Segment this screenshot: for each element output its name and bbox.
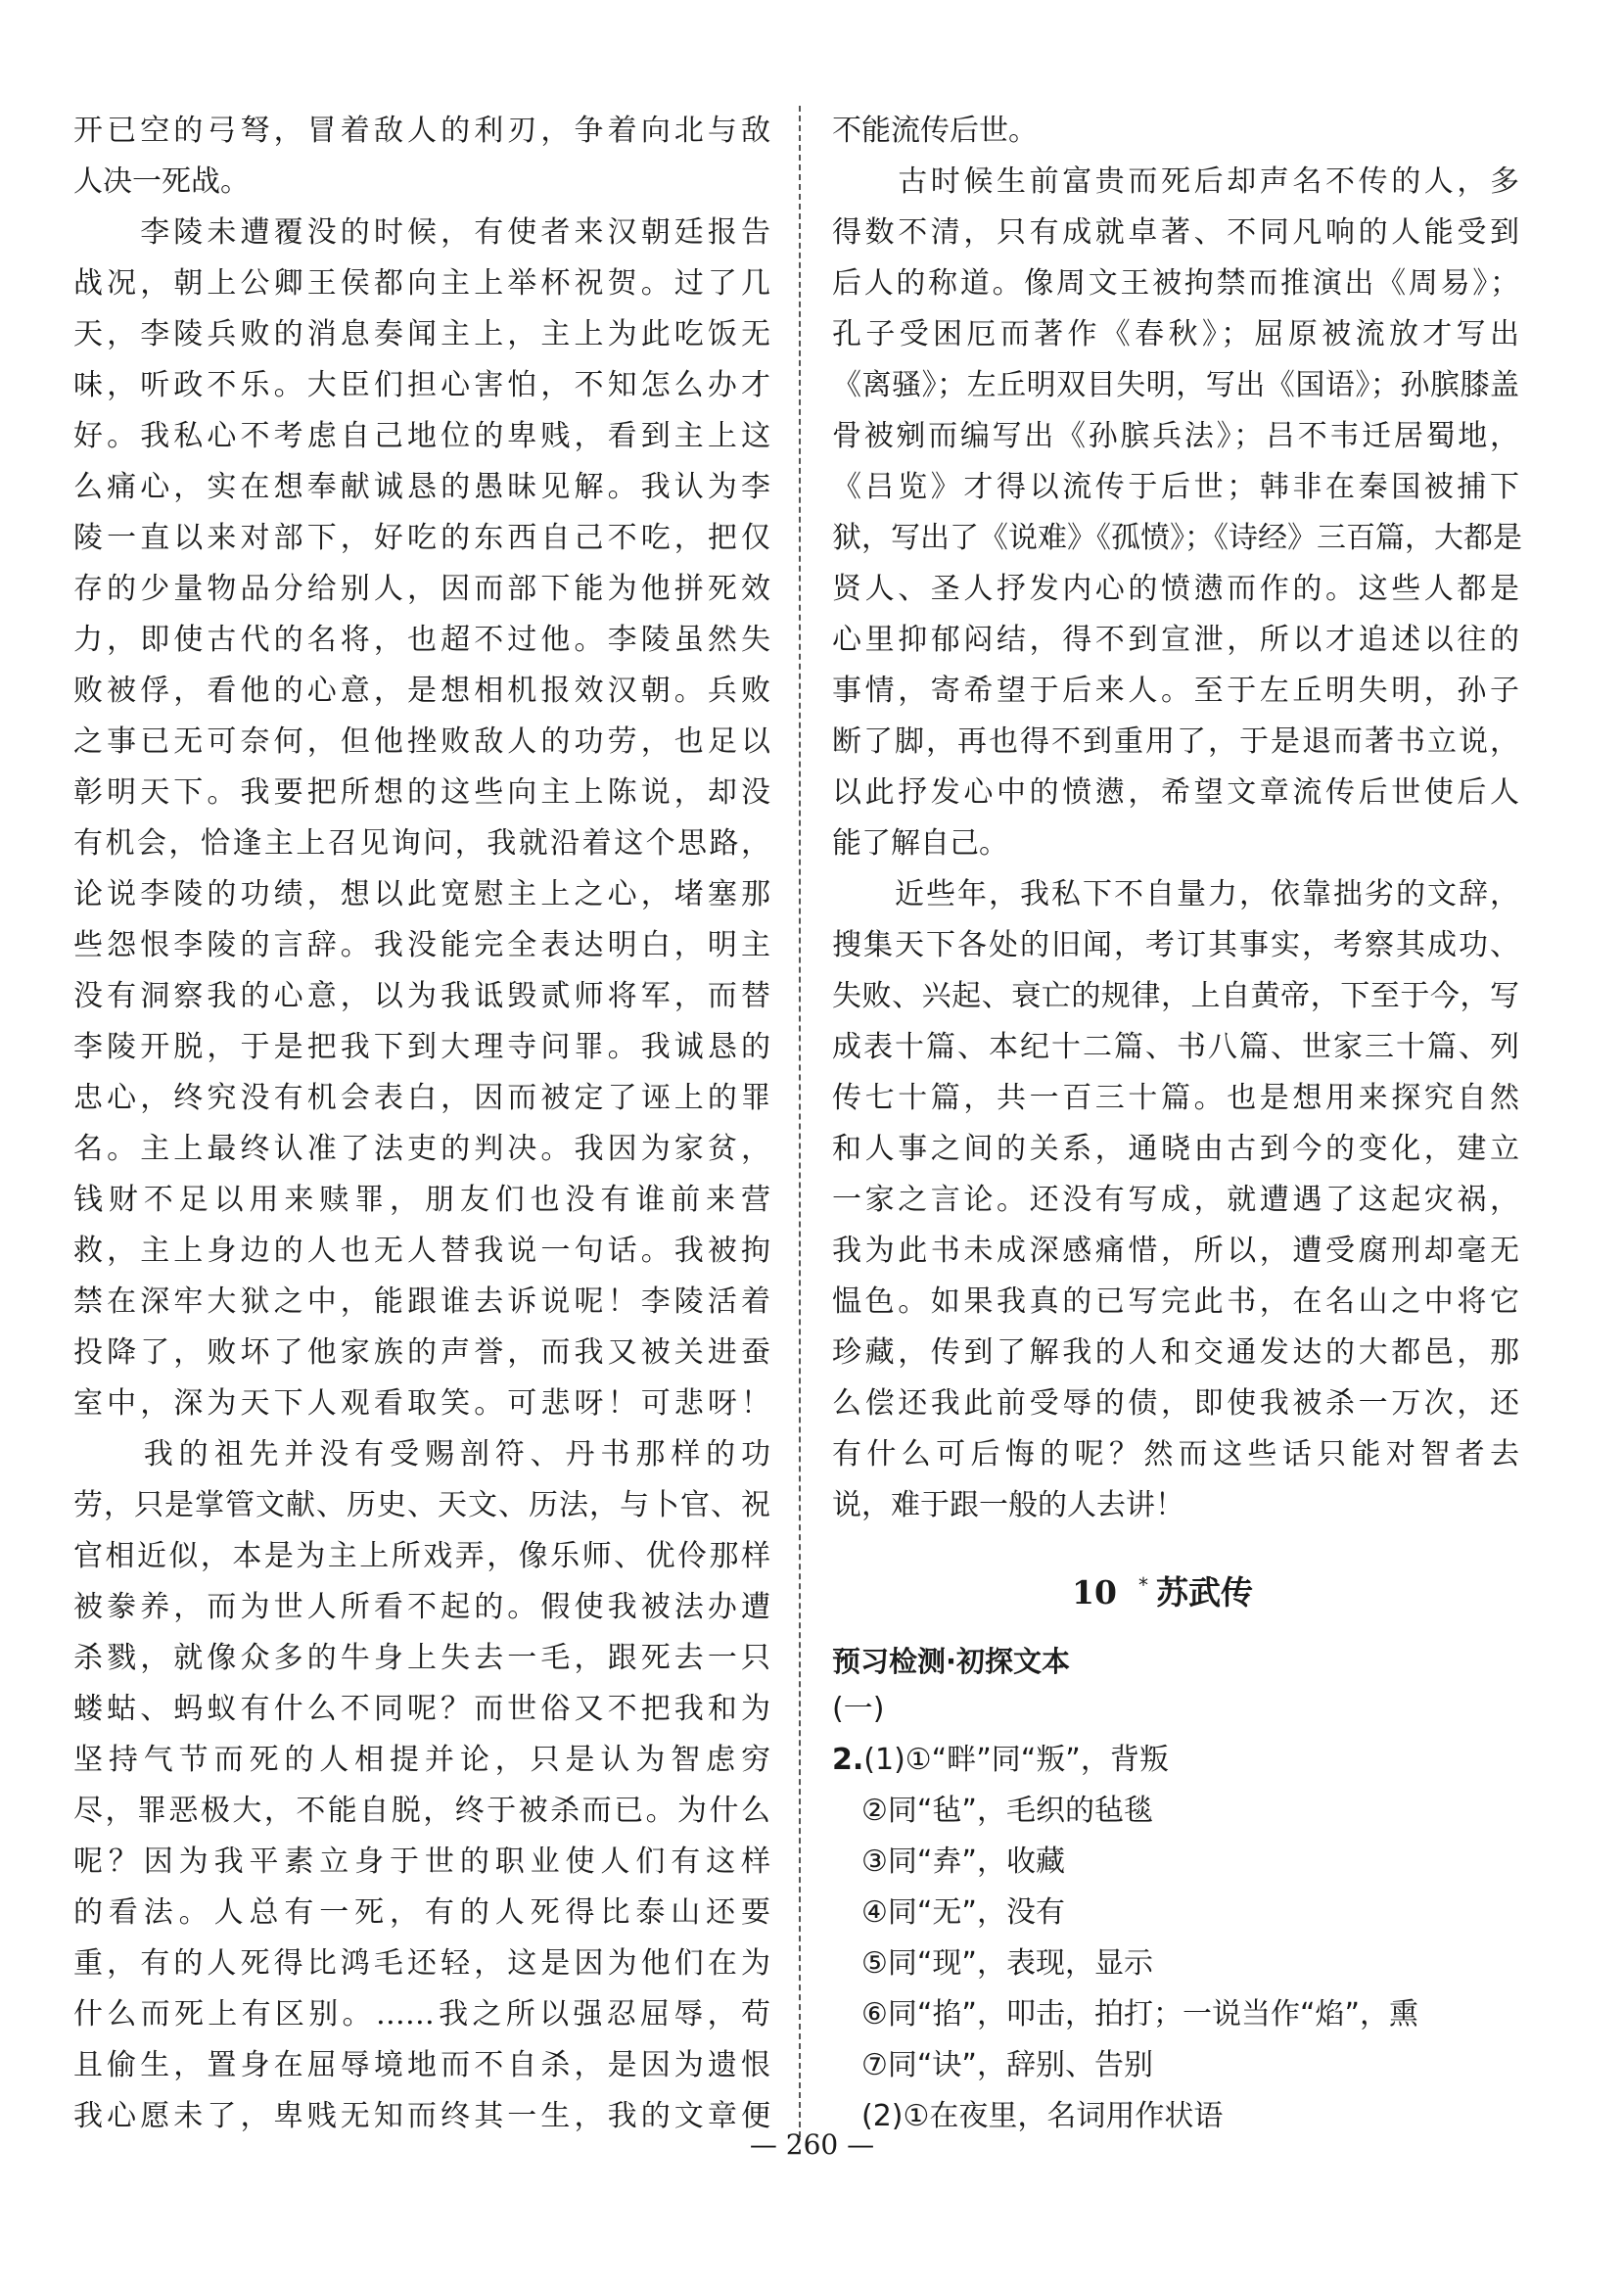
text-line: 得数不清，只有成就卓著、不同凡响的人能受到: [832, 215, 1519, 250]
text-line: 彰明天下。我要把所想的这些向主上陈说，却没: [73, 775, 770, 810]
text-line: 且偷生，置身在屈辱境地而不自杀，是因为遗恨: [73, 2048, 770, 2082]
text-line: 好。我私心不考虑自己地位的卑贱，看到主上这: [73, 419, 770, 453]
answer-item: ②同“毡”，毛织的毡毯: [861, 1794, 1153, 1828]
text-line: 骨被剜而编写出《孙膑兵法》；吕不韦迁居蜀地，: [832, 419, 1519, 453]
text-line: 的看法。人总有一死，有的人死得比泰山还要: [73, 1895, 770, 1930]
text-line: 么痛心，实在想奉献诚恳的愚昧见解。我认为李: [73, 470, 770, 504]
answer-item: ④同“无”，没有: [861, 1895, 1065, 1930]
text-line: 救，主上身边的人也无人替我说一句话。我被拘: [73, 1234, 770, 1268]
text-line: 后人的称道。像周文王被拘禁而推演出《周易》；: [832, 266, 1519, 301]
text-line: 味，听政不乐。大臣们担心害怕，不知怎么办才: [73, 368, 770, 402]
text-line: 愠色。如果我真的已写完此书，在名山之中将它: [832, 1284, 1519, 1319]
answer-item: ⑦同“诀”，辞别、告别: [861, 2048, 1153, 2082]
text-line: 陵一直以来对部下，好吃的东西自己不吃，把仅: [73, 521, 770, 555]
text-line: 贤人、圣人抒发内心的愤懑而作的。这些人都是: [832, 572, 1519, 606]
text-line: 说，难于跟一般的人去讲！: [832, 1488, 1184, 1522]
text-line: 成表十篇、本纪十二篇、书八篇、世家三十篇、列: [832, 1030, 1519, 1064]
text-line: 禁在深牢大狱之中，能跟谁去诉说呢！李陵活着: [73, 1284, 770, 1319]
text-line: 狱，写出了《说难》《孤愤》；《诗经》三百篇，大都是: [832, 521, 1522, 555]
text-line: 不能流传后世。: [832, 114, 1038, 148]
text-line: 重，有的人死得比鸿毛还轻，这是因为他们在为: [73, 1946, 770, 1981]
text-line: 什么而死上有区别。……我之所以强忍屈辱，苟: [73, 1997, 770, 2031]
section-number: 10: [1072, 1573, 1117, 1611]
text-line: 一家之言论。还没有写成，就遭遇了这起灾祸，: [832, 1183, 1519, 1217]
text-line: 我为此书未成深感痛惜，所以，遭受腐刑却毫无: [832, 1234, 1519, 1268]
text-line: 投降了，败坏了他家族的声誉，而我又被关进蚕: [73, 1335, 770, 1370]
text-line: 些怨恨李陵的言辞。我没能完全表达明白，明主: [73, 928, 770, 962]
text-line: 天，李陵兵败的消息奏闻主上，主上为此吃饭无: [73, 317, 770, 351]
text-line: 断了脚，再也得不到重用了，于是退而著书立说，: [832, 724, 1519, 759]
answer-question-line: [832, 1735, 1169, 1786]
text-line: 珍藏，传到了解我的人和交通发达的大都邑，那: [832, 1335, 1519, 1370]
text-line: 么偿还我此前受辱的债，即使我被杀一万次，还: [832, 1386, 1519, 1421]
text-line: 有什么可后悔的呢？然而这些话只能对智者去: [832, 1437, 1519, 1471]
text-line: 孔子受困厄而著作《春秋》；屈原被流放才写出: [832, 317, 1519, 351]
section-title: 苏武传: [1155, 1573, 1253, 1611]
text-line: 开已空的弓弩，冒着敌人的利刃，争着向北与敌: [73, 114, 770, 148]
answer-item: ⑤同“现”，表现，显示: [861, 1946, 1153, 1981]
text-line: 力，即使古代的名将，也超不过他。李陵虽然失: [73, 623, 770, 657]
text-line: 《吕览》才得以流传于后世；韩非在秦国被捕下: [832, 470, 1519, 504]
text-line: 呢？因为我平素立身于世的职业使人们有这样: [73, 1844, 770, 1879]
question-first-answer: (1)①“畔”同“叛”，背叛: [863, 1743, 1169, 1777]
text-line: 败被俘，看他的心意，是想相机报效汉朝。兵败: [73, 674, 770, 708]
text-line: 李陵未遭覆没的时候，有使者来汉朝廷报告: [73, 215, 770, 250]
page-number: — 260 —: [749, 2128, 875, 2161]
text-line: 存的少量物品分给别人，因而部下能为他拼死效: [73, 572, 770, 606]
answer-item: ③同“弆”，收藏: [861, 1844, 1065, 1879]
column-divider: [799, 106, 801, 2137]
text-line: 李陵开脱，于是把我下到大理寺问罪。我诚恳的: [73, 1030, 770, 1064]
text-line: 搜集天下各处的旧闻，考订其事实，考察其成功、: [832, 928, 1519, 962]
text-line: 杀戮，就像众多的牛身上失去一毛，跟死去一只: [73, 1641, 770, 1675]
answer-item: ⑥同“掐”，叩击，拍打；一说当作“焰”，熏: [861, 1997, 1419, 2031]
text-line: 名。主上最终认准了法吏的判决。我因为家贫，: [73, 1132, 770, 1166]
section-heading: [1072, 1560, 1253, 1618]
text-line: 战况，朝上公卿王侯都向主上举杯祝贺。过了几: [73, 266, 770, 301]
section-marker: *: [1137, 1573, 1148, 1597]
text-line: 被豢养，而为世人所看不起的。假使我被法办遭: [73, 1590, 770, 1624]
text-line: 劳，只是掌管文献、历史、天文、历法，与卜官、祝: [73, 1488, 770, 1522]
text-line: 蝼蛄、蚂蚁有什么不同呢？而世俗又不把我和为: [73, 1692, 770, 1726]
text-line: 《离骚》；左丘明双目失明，写出《国语》；孙膑膝盖: [832, 368, 1519, 402]
text-line: 失败、兴起、衰亡的规律，上自黄帝，下至于今，写: [832, 979, 1519, 1013]
question-number: 2.: [832, 1743, 864, 1777]
text-line: 古时候生前富贵而死后却声名不传的人，多: [832, 164, 1519, 199]
text-line: 和人事之间的关系，通晓由古到今的变化，建立: [832, 1132, 1519, 1166]
text-line: 没有洞察我的心意，以为我诋毁贰师将军，而替: [73, 979, 770, 1013]
text-line: 能了解自己。: [832, 826, 1008, 861]
subheading: 预习检测·初探文本: [832, 1645, 1071, 1678]
answer-item: (2)①在夜里，名词用作状语: [861, 2099, 1224, 2133]
text-line: 坚持气节而死的人相提并论，只是认为智虑穷: [73, 1743, 770, 1777]
answer-part-label: (一): [832, 1692, 885, 1726]
text-line: 事情，寄希望于后来人。至于左丘明失明，孙子: [832, 674, 1519, 708]
text-line: 传七十篇，共一百三十篇。也是想用来探究自然: [832, 1081, 1519, 1115]
text-line: 论说李陵的功绩，想以此宽慰主上之心，堵塞那: [73, 877, 770, 911]
text-line: 心里抑郁闷结，得不到宣泄，所以才追述以往的: [832, 623, 1519, 657]
text-line: 以此抒发心中的愤懑，希望文章流传后世使后人: [832, 775, 1519, 810]
text-line: 我的祖先并没有受赐剖符、丹书那样的功: [73, 1437, 770, 1471]
text-line: 钱财不足以用来赎罪，朋友们也没有谁前来营: [73, 1183, 770, 1217]
text-line: 官相近似，本是为主上所戏弄，像乐师、优伶那样: [73, 1539, 770, 1573]
text-line: 尽，罪恶极大，不能自脱，终于被杀而已。为什么: [73, 1794, 770, 1828]
text-line: 我心愿未了，卑贱无知而终其一生，我的文章便: [73, 2099, 770, 2133]
text-line: 近些年，我私下不自量力，依靠拙劣的文辞，: [832, 877, 1519, 911]
text-line: 之事已无可奈何，但他挫败敌人的功劳，也足以: [73, 724, 770, 759]
text-line: 忠心，终究没有机会表白，因而被定了诬上的罪: [73, 1081, 770, 1115]
text-line: 人决一死战。: [73, 164, 250, 199]
text-line: 室中，深为天下人观看取笑。可悲呀！可悲呀！: [73, 1386, 770, 1421]
text-line: 有机会，恰逢主上召见询问，我就沿着这个思路，: [73, 826, 770, 861]
